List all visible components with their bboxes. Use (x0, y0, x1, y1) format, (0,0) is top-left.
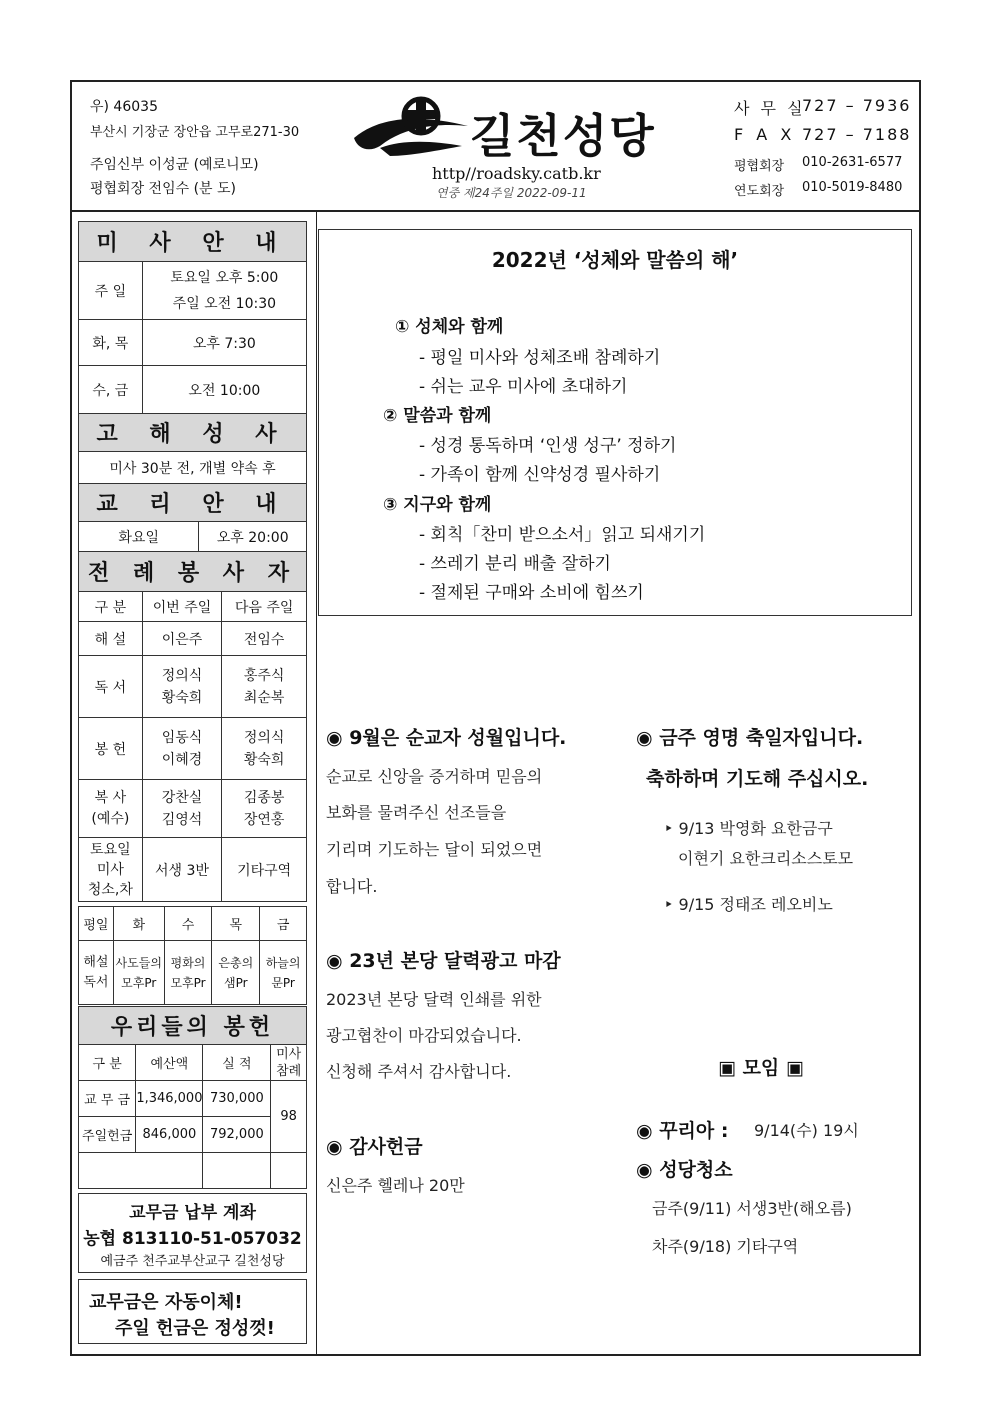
weekday-cell: 사도들의 모후Pr (113, 941, 164, 1005)
parish-logo-icon (350, 96, 470, 160)
curia-value: 9/14(수) 19시 (754, 1121, 859, 1140)
minister-role: 복 사 (예수) (79, 780, 143, 838)
feast-title: ◉ 금주 영명 축일자입니다. (636, 727, 864, 749)
theme-item: - 회칙「찬미 받으소서」읽고 되새기기 (419, 525, 706, 545)
mass-title: 미 사 안 내 (79, 222, 307, 262)
fax-label: F A X (734, 125, 796, 144)
weekday-header: 금 (260, 907, 307, 941)
weekday-cell: 해설 독서 (79, 941, 114, 1005)
offering-header: 구 분 (79, 1045, 136, 1081)
fax-number: 727 – 7188 (802, 125, 912, 144)
calendar-title: ◉ 23년 본당 달력광고 마감 (326, 950, 561, 972)
confession-text: 미사 30분 전, 개별 약속 후 (79, 452, 307, 484)
theme-item: - 성경 통독하며 ‘인생 성구’ 정하기 (419, 436, 677, 456)
memorial-phone: 010-5019-8480 (802, 180, 903, 195)
postal-code: 우) 46035 (90, 99, 158, 115)
weekday-header: 수 (164, 907, 212, 941)
theme-item: - 평일 미사와 성체조배 참례하기 (419, 348, 661, 368)
theme-item: - 가족이 함께 신약성경 필사하기 (419, 465, 661, 485)
pastor: 주임신부 이성균 (예로니모) (90, 157, 259, 173)
weekday-cell: 평화의 모후Pr (164, 941, 212, 1005)
minister-role: 해 설 (79, 622, 143, 656)
sunday-times: 토요일 오후 5:00 주일 오전 10:30 (142, 262, 306, 320)
meetings-title: ▣ 모임 ▣ (718, 1057, 804, 1079)
liturgical-date: 연중 제24주일 2022-09-11 (436, 186, 587, 200)
catechism-time: 오후 20:00 (199, 522, 307, 552)
feast-item: ‣ 9/15 정태조 레오비노 (664, 895, 833, 914)
bank-title: 교무금 납부 계좌 (129, 1203, 256, 1223)
minister-this: 임동식 이혜경 (142, 718, 222, 780)
theme-section-heading: ③ 지구와 함께 (383, 495, 492, 515)
minister-this: 정의식 황숙희 (142, 656, 222, 718)
ministers-header-next: 다음 주일 (222, 592, 307, 622)
theme-item: - 쓰레기 분리 배출 잘하기 (419, 554, 611, 574)
thanks-line: 신은주 헬레나 20만 (326, 1176, 465, 1195)
council-head: 평협회장 전임수 (분 도) (90, 181, 236, 197)
schedule-table (78, 221, 307, 902)
address: 부산시 기장군 장안읍 고무로271-30 (90, 125, 300, 140)
cleaning-line: 차주(9/18) 기타구역 (652, 1237, 799, 1256)
martyrs-line: 합니다. (326, 877, 378, 896)
annual-theme-box (318, 229, 912, 616)
martyrs-line: 보화를 물려주신 선조들을 (326, 803, 507, 822)
thanks-title: ◉ 감사헌금 (326, 1136, 423, 1158)
council-phone-label: 평협회장 (734, 159, 785, 174)
theme-item: - 절제된 구매와 소비에 힘쓰기 (419, 583, 644, 603)
offering-header: 미사 참례 (271, 1045, 307, 1081)
calendar-line: 광고협찬이 마감되었습니다. (326, 1026, 522, 1045)
weekday-cell: 은총의 샘Pr (212, 941, 260, 1005)
offering-label: 교 무 금 (79, 1081, 136, 1117)
confession-title: 고 해 성 사 (79, 414, 307, 452)
mass-attendance: 98 (271, 1081, 307, 1153)
ministers-header-role: 구 분 (79, 592, 143, 622)
calendar-line: 신청해 주셔서 감사합니다. (326, 1062, 512, 1081)
minister-next: 정의식 황숙희 (222, 718, 307, 780)
office-label: 사 무 실 (734, 99, 806, 118)
offering-empty (271, 1153, 307, 1189)
parish-name: 길천성당 (470, 109, 656, 163)
offering-header: 예산액 (136, 1045, 203, 1081)
offering-budget: 846,000 (136, 1117, 203, 1153)
offering-label: 주일헌금 (79, 1117, 136, 1153)
ministers-header-this: 이번 주일 (142, 592, 222, 622)
offering-header: 실 적 (203, 1045, 271, 1081)
bank-holder: 예금주 천주교부산교구 길천성당 (100, 1254, 285, 1269)
website-link[interactable]: http//roadsky.catb.kr (432, 164, 601, 183)
cleaning-line: 금주(9/11) 서생3반(해오름) (652, 1199, 852, 1218)
wed-fri-time: 오전 10:00 (142, 366, 306, 414)
offering-actual: 730,000 (203, 1081, 271, 1117)
feast-item: ‣ 9/13 박영화 요한금구 (664, 819, 833, 838)
sunday-label: 주 일 (79, 262, 143, 320)
slogan-line: 주일 헌금은 정성껏! (115, 1318, 275, 1339)
feast-item: 이현기 요한크리소스토모 (678, 849, 854, 868)
memorial-phone-label: 연도회장 (734, 184, 785, 199)
tue-thu-time: 오후 7:30 (142, 320, 306, 366)
catechism-day: 화요일 (79, 522, 199, 552)
martyrs-line: 기리며 기도하는 달이 되었으면 (326, 840, 543, 859)
theme-item: - 쉬는 교우 미사에 초대하기 (419, 377, 628, 397)
minister-role: 토요일 미사 청소,차 (79, 838, 143, 902)
minister-next: 김종봉 장연홍 (222, 780, 307, 838)
office-phone: 727 – 7936 (802, 96, 912, 115)
cleaning-label: ◉ 성당청소 (636, 1159, 733, 1181)
weekday-cell: 하늘의 문Pr (260, 941, 307, 1005)
wed-fri-label: 수, 금 (79, 366, 143, 414)
theme-title: 2022년 ‘성체와 말씀의 해’ (491, 248, 739, 272)
curia-label: ◉ 꾸리아 : (636, 1120, 729, 1142)
minister-next: 홍주식 최순복 (222, 656, 307, 718)
ministers-title: 전 례 봉 사 자 (79, 552, 307, 592)
offering-table (78, 1006, 307, 1189)
minister-this: 강찬실 김영석 (142, 780, 222, 838)
offering-actual: 792,000 (203, 1117, 271, 1153)
tue-thu-label: 화, 목 (79, 320, 143, 366)
minister-next: 전임수 (222, 622, 307, 656)
slogan-box (78, 1279, 307, 1344)
bank-account: 농협 813110-51-057032 (83, 1229, 302, 1249)
catechism-title: 교 리 안 내 (79, 484, 307, 522)
council-phone: 010-2631-6577 (802, 155, 903, 170)
column-divider (316, 210, 317, 1356)
minister-this: 서생 3반 (142, 838, 222, 902)
slogan-line: 교무금은 자동이체! (89, 1292, 243, 1313)
minister-role: 봉 헌 (79, 718, 143, 780)
martyrs-title: ◉ 9월은 순교자 성월입니다. (326, 727, 567, 749)
minister-role: 독 서 (79, 656, 143, 718)
minister-next: 기타구역 (222, 838, 307, 902)
feast-subtitle: 축하하며 기도해 주십시오. (646, 768, 869, 790)
calendar-line: 2023년 본당 달력 인쇄를 위한 (326, 990, 542, 1009)
weekday-header: 화 (113, 907, 164, 941)
weekday-header: 목 (212, 907, 260, 941)
minister-this: 이은주 (142, 622, 222, 656)
offering-empty (79, 1153, 203, 1189)
bank-account-box (78, 1193, 307, 1273)
weekday-table (78, 906, 307, 1005)
offering-title: 우리들의 봉헌 (79, 1007, 307, 1045)
offering-budget: 1,346,000 (136, 1081, 203, 1117)
martyrs-line: 순교로 신앙을 증거하며 믿음의 (326, 767, 543, 786)
theme-section-heading: ① 성체와 함께 (395, 317, 504, 337)
offering-empty (203, 1153, 271, 1189)
weekday-header: 평일 (79, 907, 114, 941)
header-divider (70, 210, 921, 212)
theme-section-heading: ② 말씀과 함께 (383, 406, 492, 426)
